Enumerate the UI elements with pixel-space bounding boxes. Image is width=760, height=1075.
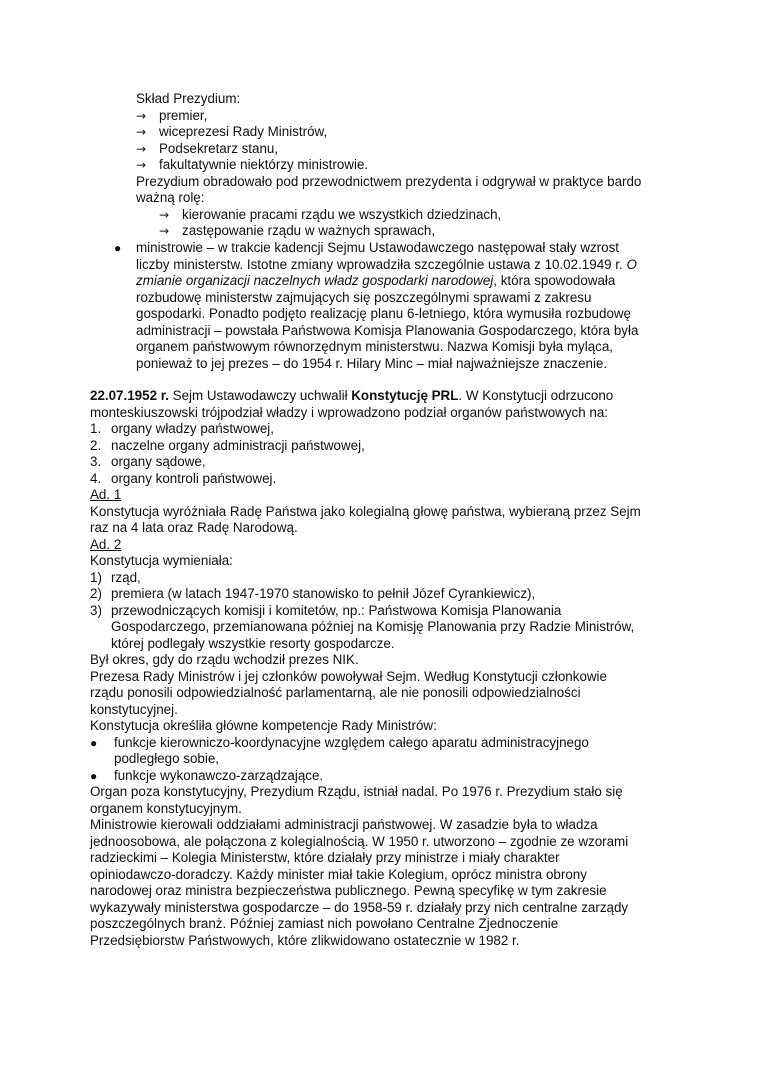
arrow-icon: →: [136, 158, 147, 172]
list-item: → kierowanie pracami rządu we wszystkich dziedzinach,: [159, 206, 502, 222]
presidium-heading: Skład Prezydium:: [136, 91, 241, 106]
arrow-icon: →: [136, 141, 147, 156]
list-item: → zastępowanie rządu w ważnych sprawach,: [159, 223, 436, 238]
ministers-section: ● ministrowie – w trakcie kadencji Sejmu Ustawodawczego następował stały wzrost liczby ministerstw. Istotne zmiany wprowadziła szczególnie ustawa z 10.02.1949 r. O zmianie organizacji naczelnych władz gospodarki narodowej, która spowodowała rozbudowę ministerstw zajmujących się poszczególnymi sprawami z zakresu gospodarki. Ponadto podjęto realizację planu 6-letniego, która wymusiła rozbudowę administracji – powstała Państwowa Komisja Planowania Gospodarczego, która była organem państwowym równorzędnym ministerstwu. Nazwa Komisji była myląca, ponieważ to jej prezes – do 1954 r. Hilary Minc – miał najważniejsze znaczenie.: [114, 240, 639, 371]
bullet-icon: ●: [114, 241, 122, 255]
list-item: → wiceprezesi Rady Ministrów,: [136, 124, 328, 139]
presidium-section: [136, 91, 696, 240]
arrow-icon: →: [159, 224, 170, 238]
arrow-icon: →: [136, 125, 147, 139]
list-item: → premier,: [136, 107, 208, 123]
ad1-label: Ad. 1: [90, 487, 122, 502]
arrow-icon: →: [136, 108, 147, 123]
constitution-name: Konstytucję PRL: [351, 388, 459, 403]
paragraph-line: Prezydium obradowało pod przewodnictwem prezydenta i odgrywał w praktyce bardo: [136, 173, 642, 189]
list-item: → Podsekretarz stanu,: [136, 140, 279, 156]
list-item: ● funkcje kierowniczo-koordynacyjne względem całego aparatu administracyjnego: [90, 734, 589, 750]
list-item: 2. naczelne organy administracji państwowej,: [90, 437, 365, 453]
list-item: ● funkcje wykonawczo-zarządzające.: [90, 767, 324, 783]
bullet-icon: ●: [90, 768, 98, 783]
date: 22.07.1952 r.: [90, 388, 169, 403]
ad2-label: Ad. 2: [90, 536, 122, 552]
list-item: 1) rząd,: [90, 569, 141, 585]
list-item: 4. organy kontroli państwowej.: [90, 470, 277, 486]
list-item: 1. organy władzy państwowej,: [90, 421, 275, 436]
bullet-icon: ●: [90, 735, 98, 750]
list-item: → fakultatywnie niektórzy ministrowie.: [136, 157, 369, 172]
list-item: 3. organy sądowe,: [90, 454, 206, 469]
paragraph-line: ważną rolę:: [136, 190, 205, 205]
arrow-icon: →: [159, 207, 170, 222]
list-item: 3) przewodniczących komisji i komitetów, np.: Państwowa Komisja Planowania: [90, 602, 562, 618]
constitution-section: 22.07.1952 r. Sejm Ustawodawczy uchwalił Konstytucję PRL. W Konstytucji odrzucono monteskiuszowski trójpodział władzy i wprowadzono podział organów państwowych na: 1. organy władzy państwowej, 2. naczelne organy administracji państwowej, 3. organy sądowe, 4. organy kontroli państwowej. Ad. 1 Konstytucja wyróżniała Radę Państwa jako kolegialną głowę państwa, wybieraną przez Sejm raz na 4 lata oraz Radę Narodową. Ad. 2 Konstytucja wymieniała: 1) rząd, 2) premiera (w latach 1947-1970 stanowisko to pełnił Józef Cyrankiewicz), 3) przewodniczących komisji i komitetów, np.: Państwowa Komisja Planowania Gospodarczego, przemianowana później na Komisję Planowania przy Radzie Ministrów, której podlegały wszystkie resorty gospodarcze. Był okres, gdy do rządu wchodził prezes NIK. Prezesa Rady Ministrów i jej członków powoływał Sejm. Według Konstytucji członkowie rządu ponosili odpowiedzialność parlamentarną, ale nie ponosili odpowiedzialności konstytucyjnej. Konstytucja określiła główne kompetencje Rady Ministrów: ● funkcje kierowniczo-koordynacyjne względem całego aparatu administracyjnego podległego sobie, ● funkcje wykonawczo-zarządzające. Organ poza konstytucyjny, Prezydium Rządu, istniał nadal. Po 1976 r. Prezydium stało się organem konstytucyjnym. Ministrowie kierowali oddziałami administracji państwowej. W zasadzie była to władza jednoosobowa, ale połączona z kolegialnością. W 1950 r. utworzono – zgodnie ze wzorami radzieckimi – Kolegia Ministerstw, które działały przy ministrze i miały charakter opiniodawczo-doradczy. Każdy minister miał takie Kolegium, oprócz ministra obrony narodowej oraz ministra bezpieczeństwa publicznego. Pewną specyfikę w tym zakresie wykazywały ministerstwa gospodarcze – do 1958-59 r. działały przy nich centralne zarządy poszczególnych branż. Później zamiast nich powołano Centralne Zjednoczenie Przedsiębiorstw Państwowych, które zlikwidowano ostatecznie w 1982 r.: [90, 388, 710, 949]
list-item: 2) premiera (w latach 1947-1970 stanowisko to pełnił Józef Cyrankiewicz),: [90, 586, 536, 601]
